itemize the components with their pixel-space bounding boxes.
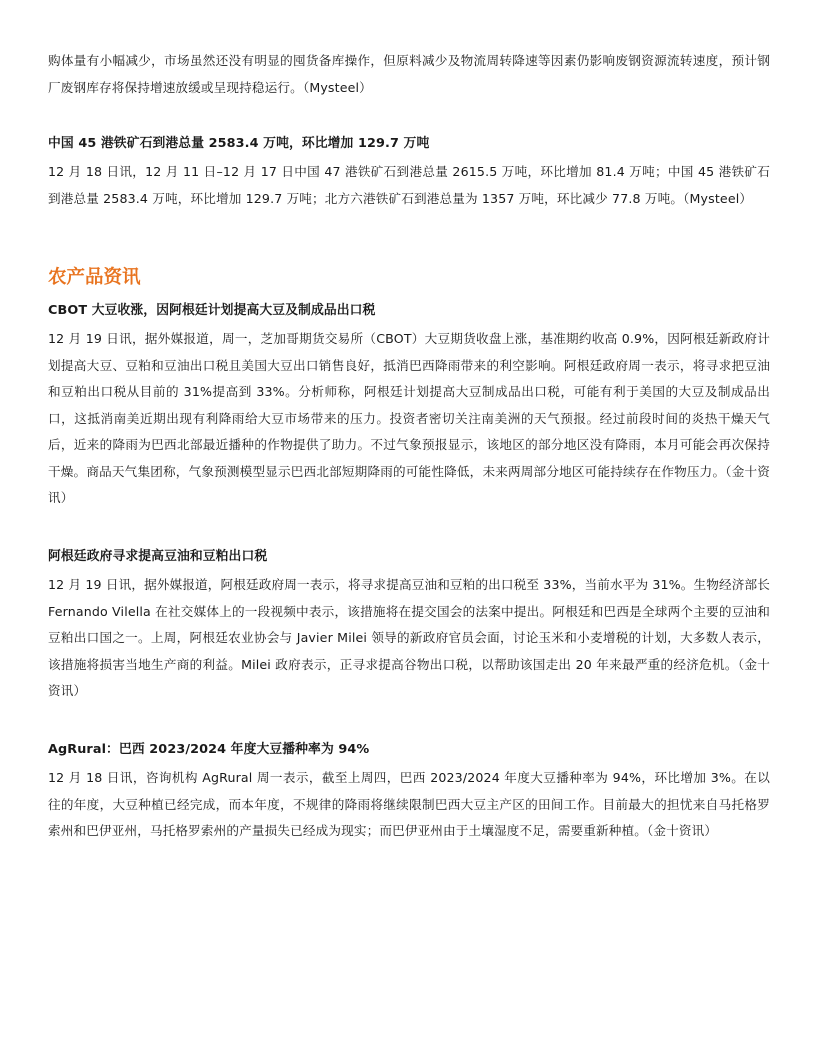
- article-cbot-soybean: [48, 301, 770, 512]
- article-agrural: [48, 740, 770, 845]
- article-body: 12 月 19 日讯，据外媒报道，周一，芝加哥期货交易所（CBOT）大豆期货收盘上涨，基准期约收高 0.9%，因阿根廷新政府计划提高大豆、豆粕和豆油出口税且美国大豆出口销售良好，抵消巴西降雨带来的利空影响。阿根廷政府周一表示，将寻求把豆油和豆粕出口税从目前的 31%提高到 33%。分析师称，阿根廷计划提高大豆制成品出口税，可能有利于美国的大豆及制成品出口，这抵消南美近期出现有利降雨给大豆市场带来的压力。投资者密切关注南美洲的天气预报。经过前段时间的炎热干燥天气后，近来的降雨为巴西北部最近播种的作物提供了助力。不过气象预报显示，该地区的部分地区没有降雨，本月可能会再次保持干燥。商品天气集团称，气象预测模型显示巴西北部短期降雨的可能性降低，未来两周部分地区可能持续存在作物压力。（金十资讯）: [48, 331, 770, 505]
- iron-ore-headline: 中国 45 港铁矿石到港总量 2583.4 万吨，环比增加 129.7 万吨: [48, 136, 430, 151]
- article-headline: AgRural：巴西 2023/2024 年度大豆播种率为 94%: [48, 742, 370, 757]
- article-body: 12 月 19 日讯，据外媒报道，阿根廷政府周一表示，将寻求提高豆油和豆粕的出口税至 33%，当前水平为 31%。生物经济部长 Fernando Vilella 在社交媒体上的一段视频中表示，该措施将在提交国会的法案中提出。阿根廷和巴西是全球两个主要的豆油和豆粕出口国之一。上周，阿根廷农业协会与 Javier Milei 领导的新政府官员会面，讨论玉米和小麦增税的计划，大多数人表示，该措施将损害当地生产商的利益。Milei 政府表示，正寻求提高谷物出口税，以帮助该国走出 20 年来最严重的经济危机。（金十资讯）: [48, 577, 770, 698]
- section-title: 农产品资讯: [48, 267, 141, 288]
- article-argentina-tax: [48, 547, 770, 705]
- intro-paragraph: 购体量有小幅减少，市场虽然还没有明显的囤货备库操作，但原料减少及物流周转降速等因素仍影响废钢资源流转速度，预计钢厂废钢库存将保持增速放缓或呈现持稳运行。（Mysteel）: [48, 53, 770, 95]
- iron-ore-news: [48, 134, 770, 212]
- intro-paragraph-block: [48, 48, 770, 101]
- article-headline: CBOT 大豆收涨，因阿根廷计划提高大豆及制成品出口税: [48, 303, 376, 318]
- agri-section-header: [48, 266, 770, 290]
- article-body: 12 月 18 日讯，咨询机构 AgRural 周一表示，截至上周四，巴西 2023/2024 年度大豆播种率为 94%，环比增加 3%。在以往的年度，大豆种植已经完成，而本年度，不规律的降雨将继续限制巴西大豆主产区的田间工作。目前最大的担忧来自马托格罗索州和巴伊亚州，马托格罗索州的产量损失已经成为现实；而巴伊亚州由于土壤湿度不足，需要重新种植。（金十资讯）: [48, 770, 770, 838]
- article-headline: 阿根廷政府寻求提高豆油和豆粕出口税: [48, 549, 268, 564]
- iron-ore-body: 12 月 18 日讯，12 月 11 日–12 月 17 日中国 47 港铁矿石到港总量 2615.5 万吨，环比增加 81.4 万吨；中国 45 港铁矿石到港总量 2583.4 万吨，环比增加 129.7 万吨；北方六港铁矿石到港总量为 1357 万吨，环比减少 77.8 万吨。（Mysteel）: [48, 164, 770, 206]
